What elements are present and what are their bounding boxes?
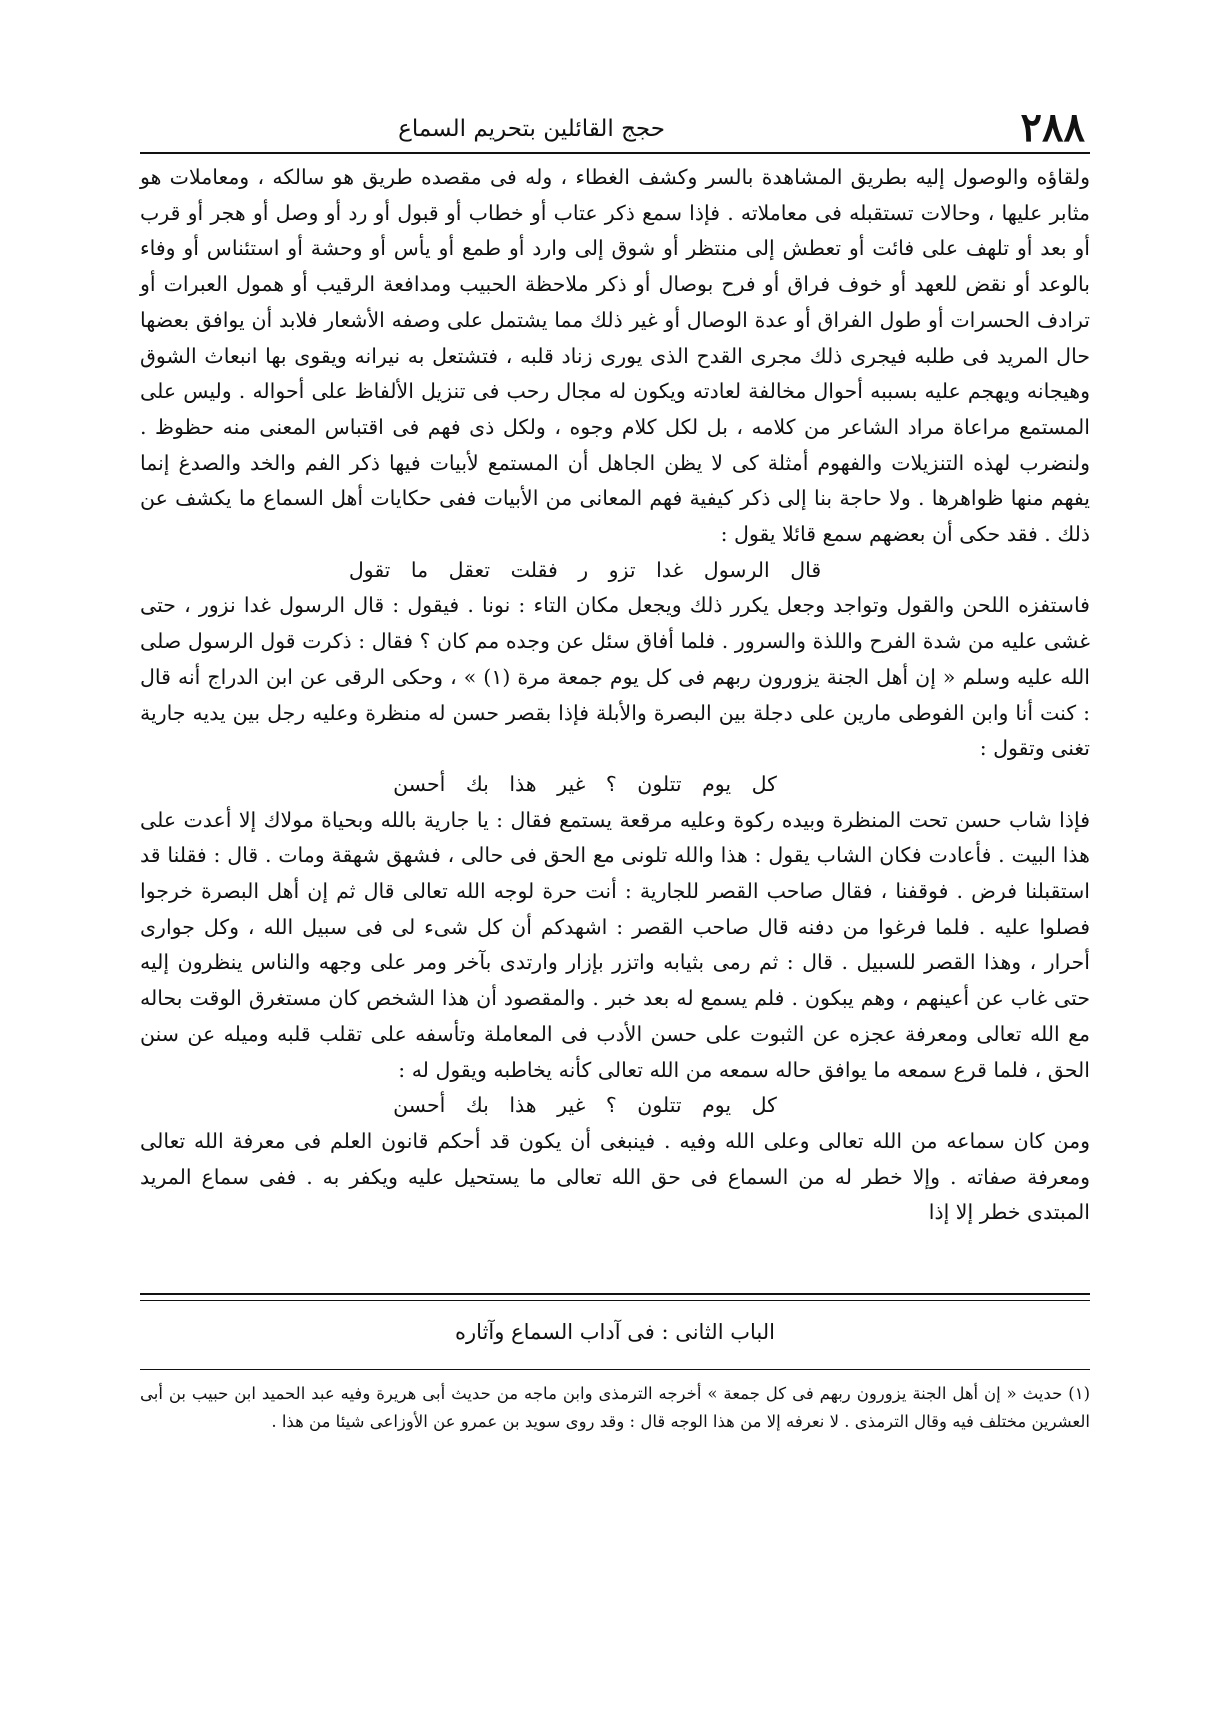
- footnote-rule: [140, 1369, 1090, 1370]
- header-rule: [140, 152, 1090, 154]
- section-divider: [140, 1293, 1090, 1301]
- next-section-title: الباب الثانى : فى آداب السماع وآثاره: [455, 1320, 775, 1344]
- paragraph: فاستفزه اللحن والقول وتواجد وجعل يكرر ذلك ويجعل مكان التاء : نونا . فيقول : قال الرسول غدا نزور ، حتى غشى عليه من شدة الفرح واللذة والسرور . فلما أفاق سئل عن وجده مم كان ؟ فقال : ذكرت قول الرسول صلى الله عليه وسلم « إن أهل الجنة يزورون ربهم فى كل يوم جمعة مرة (١) » ، وحكى الرقى عن ابن الدراج أنه قال : كنت أنا وابن الفوطى مارين على دجلة بين البصرة والأبلة فإذا بقصر حسن له منظرة وعليه رجل بين يديه جارية تغنى وتقول :: [140, 593, 1090, 761]
- verse-line: كل يوم تتلون ؟ غير هذا بك أحسن: [393, 771, 777, 796]
- page-number: ٢٨٨: [1020, 104, 1085, 151]
- verse-line: كل يوم تتلون ؟ غير هذا بك أحسن: [393, 1093, 777, 1118]
- paragraph: ومن كان سماعه من الله تعالى وعلى الله وفيه . فينبغى أن يكون قد أحكم قانون العلم فى معرفة الله تعالى ومعرفة صفاته . وإلا خطر له من السماع فى حق الله تعالى ما يستحيل عليه ويكفر به . ففى سماع المريد المبتدى خطر إلا إذا: [140, 1128, 1090, 1225]
- page-header: [150, 104, 1085, 158]
- paragraph: فإذا شاب حسن تحت المنظرة وبيده ركوة وعليه مرقعة يستمع فقال : يا جارية بالله وبحياة مولاك إلا أعدت على هذا البيت . فأعادت فكان الشاب يقول : هذا والله تلونى مع الحق فى حالى ، فشهق شهقة ومات . قال : فقلنا قد استقبلنا فرض . فوقفنا ، فقال صاحب القصر للجارية : أنت حرة لوجه الله تعالى قال ثم إن أهل البصرة خرجوا فصلوا عليه . فلما فرغوا من دفنه قال صاحب القصر : اشهدكم أن كل شىء لى فى سبيل الله ، وكل جوارى أحرار ، وهذا القصر للسبيل . قال : ثم رمى بثيابه واتزر بإزار وارتدى بآخر ومر على وجهه والناس ينظرون إليه حتى غاب عن أعينهم ، وهم يبكون . فلم يسمع له بعد خبر . والمقصود أن هذا الشخص كان مستغرق الوقت بحاله مع الله تعالى ومعرفة عجزه عن الثبوت على حسن الأدب فى المعاملة وتأسفه على تقلب قلبه وميله عن سنن الحق ، فلما قرع سمعه ما يوافق حاله سمعه من الله تعالى كأنه يخاطبه ويقول له :: [140, 807, 1090, 1082]
- main-text: [140, 160, 1090, 1231]
- paragraph: ولقاؤه والوصول إليه بطريق المشاهدة بالسر وكشف الغطاء ، وله فى مقصده طريق هو سالكه ، ومعاملات هو مثابر عليها ، وحالات تستقبله فى معاملاته . فإذا سمع ذكر عتاب أو خطاب أو قبول أو رد أو وصل أو هجر أو قرب أو بعد أو تلهف على فائت أو تعطش إلى منتظر أو شوق إلى وارد أو طمع أو يأس أو وحشة أو استئناس أو وفاء بالوعد أو نقض للعهد أو خوف فراق أو فرح بوصال أو ذكر ملاحظة الحبيب ومدافعة الرقيب أو همول العبرات أو ترادف الحسرات أو طول الفراق أو عدة الوصال أو غير ذلك مما يشتمل على وصفه الأشعار فلابد أن يوافق بعضها حال المريد فى طلبه فيجرى ذلك مجرى القدح الذى يورى زناد قلبه ، فتشتعل به نيرانه ويقوى بها انبعاث الشوق وهيجانه ويهجم عليه بسببه أحوال مخالفة لعادته ويكون له مجال رحب فى تنزيل الألفاظ على أحواله . وليس على المستمع مراعاة مراد الشاعر من كلامه ، بل لكل كلام وجوه ، ولكل ذى فهم فى اقتباس المعنى منه حظوظ . ولنضرب لهذه التنزيلات والفهوم أمثلة كى لا يظن الجاهل أن المستمع لأبيات فيها ذكر الفم والخد والصدغ إنما يفهم منها ظواهرها . ولا حاجة بنا إلى ذكر كيفية فهم المعانى من الأبيات ففى حكايات أهل السماع ما يكشف عن ذلك . فقد حكى أن بعضهم سمع قائلا يقول :: [140, 165, 1090, 547]
- running-title: حجج القائلين بتحريم السماع: [398, 116, 665, 142]
- verse-line: قال الرسول غدا تزو ر فقلت تعقل ما تقول: [348, 557, 822, 582]
- footnote-text: (١) حديث « إن أهل الجنة يزورون ربهم فى كل جمعة » أخرجه الترمذى وابن ماجه من حديث أبى هريرة وفيه عبد الحميد ابن حبيب بن أبى العشرين مختلف فيه وقال الترمذى . لا نعرفه إلا من هذا الوجه قال : وقد روى سويد بن عمرو عن الأوزاعى شيئا من هذا .: [140, 1384, 1090, 1431]
- footnote: [140, 1380, 1090, 1436]
